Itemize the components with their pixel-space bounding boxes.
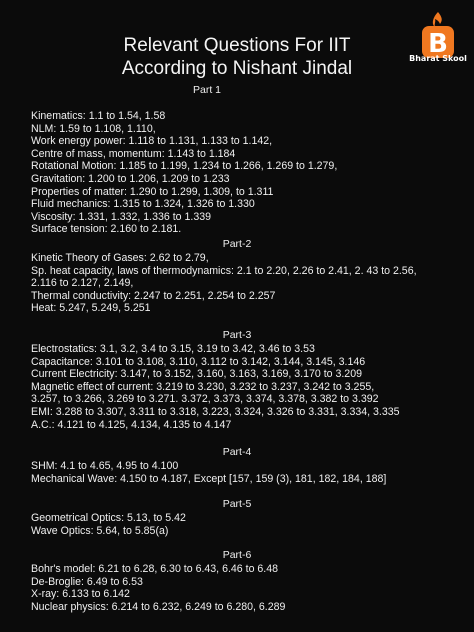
part-5-list [31, 512, 451, 537]
part-4-heading: Part-4 [222, 446, 252, 458]
list-item: Kinematics: 1.1 to 1.54, 1.58 [31, 110, 166, 122]
title-line-1: Relevant Questions For IIT [123, 35, 351, 56]
list-item: Wave Optics: 5.64, to 5.85(a) [31, 524, 169, 537]
list-item: Work energy power: 1.118 to 1.131, 1.133 to 1.142, [31, 135, 273, 148]
part-2-list [31, 252, 451, 315]
part-5-heading: Part-5 [222, 498, 252, 510]
list-item: Gravitation: 1.200 to 1.206, 1.209 to 1.233 [31, 172, 230, 185]
list-item: Mechanical Wave: 4.150 to 4.187, Except [157, 159 (3), 181, 182, 184, 188] [31, 472, 387, 485]
list-item: NLM: 1.59 to 1.108, 1.110, [31, 122, 156, 135]
list-item: Kinetic Theory of Gases: 2.62 to 2.79, [31, 252, 209, 264]
title-line-2: According to Nishant Jindal [121, 58, 353, 79]
page-title [0, 34, 474, 80]
list-item: Fluid mechanics: 1.315 to 1.324, 1.326 to 1.330 [31, 198, 255, 211]
list-item: Centre of mass, momentum: 1.143 to 1.184 [31, 147, 236, 160]
part-3-heading: Part-3 [222, 329, 252, 341]
list-item: A.C.: 4.121 to 4.125, 4.134, 4.135 to 4.147 [31, 418, 232, 431]
flame-icon [433, 12, 442, 27]
part-3-list [31, 343, 451, 431]
list-item: Sp. heat capacity, laws of thermodynamics: 2.1 to 2.20, 2.26 to 2.41, 2. 43 to 2.56, [31, 264, 417, 277]
part-6-heading: Part-6 [222, 549, 252, 561]
list-item: Capacitance: 3.101 to 3.108, 3.110, 3.112 to 3.142, 3.144, 3.145, 3.146 [31, 355, 366, 368]
list-item: EMI: 3.288 to 3.307, 3.311 to 3.318, 3.223, 3.324, 3.326 to 3.331, 3.334, 3.335 [31, 405, 400, 418]
list-item: Heat: 5.247, 5.249, 5.251 [31, 302, 151, 315]
list-item: SHM: 4.1 to 4.65, 4.95 to 4.100 [31, 460, 179, 472]
list-item: Thermal conductivity: 2.247 to 2.251, 2.254 to 2.257 [31, 289, 276, 302]
list-item: Electrostatics: 3.1, 3.2, 3.4 to 3.15, 3.19 to 3.42, 3.46 to 3.53 [31, 343, 315, 355]
list-item: Viscosity: 1.331, 1.332, 1.336 to 1.339 [31, 210, 212, 223]
part-1-heading: Part 1 [192, 84, 221, 96]
logo-brand-name: Bharat Skool [409, 54, 467, 63]
part-2-heading: Part-2 [222, 238, 252, 250]
part-1-list [31, 110, 451, 236]
list-item: Nuclear physics: 6.214 to 6.232, 6.249 to 6.280, 6.289 [31, 600, 286, 613]
list-item: Bohr's model: 6.21 to 6.28, 6.30 to 6.43, 6.46 to 6.48 [31, 563, 279, 575]
logo-letter: B [428, 29, 448, 59]
list-item: Rotational Motion: 1.185 to 1.199, 1.234 to 1.266, 1.269 to 1.279, [31, 160, 338, 173]
part-6-list [31, 563, 451, 613]
list-item: 3.257, to 3.266, 3.269 to 3.271. 3.372, 3.373, 3.374, 3.378, 3.382 to 3.392 [31, 393, 379, 406]
list-item: Magnetic effect of current: 3.219 to 3.230, 3.232 to 3.237, 3.242 to 3.255, [31, 380, 375, 393]
list-item: Properties of matter: 1.290 to 1.299, 1.309, to 1.311 [31, 185, 274, 198]
list-item: 2.116 to 2.127, 2.149, [31, 277, 134, 290]
list-item: Geometrical Optics: 5.13, to 5.42 [31, 512, 186, 524]
list-item: Surface tension: 2.160 to 2.181. [31, 223, 182, 236]
list-item: X-ray: 6.133 to 6.142 [31, 588, 130, 601]
list-item: De-Broglie: 6.49 to 6.53 [31, 575, 143, 588]
part-4-list [31, 460, 451, 485]
list-item: Current Electricity: 3.147, to 3.152, 3.160, 3.163, 3.169, 3.170 to 3.209 [31, 368, 362, 381]
